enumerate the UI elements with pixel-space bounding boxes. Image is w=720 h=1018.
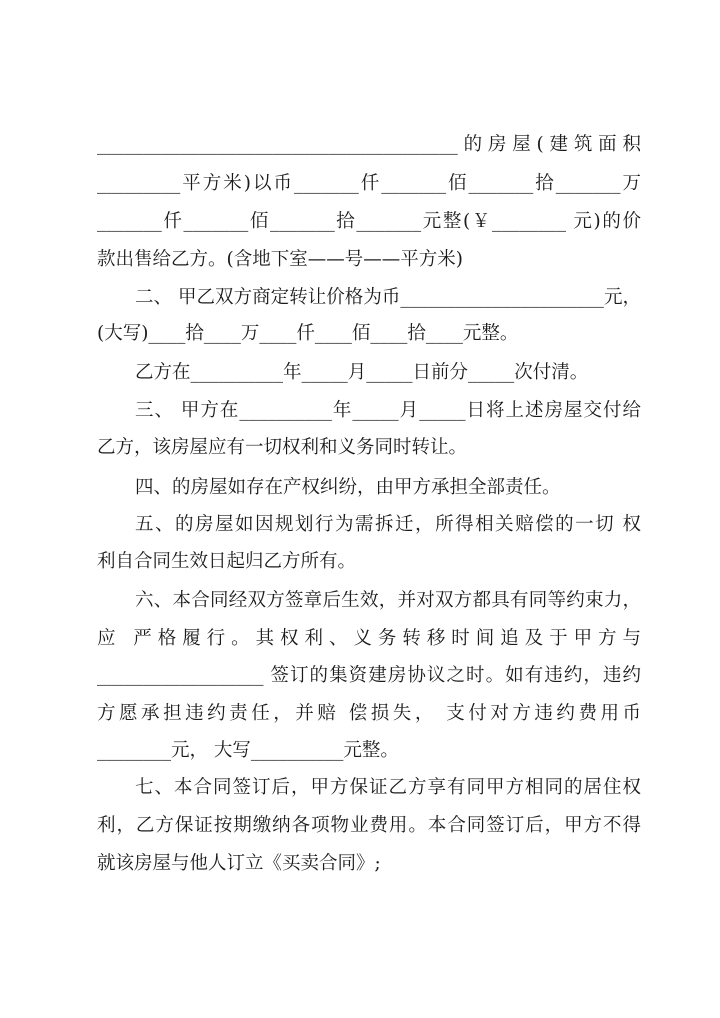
text-line: 乙方在__________年_____月_____日前分_____次付清。 [135,362,589,383]
text-line: 就该房屋与他人订立《买卖合同》; [97,853,381,874]
text-line: 应 严格履行。其权利、义务转移时间追及于甲方与 [97,628,641,649]
clause-7: 七、本合同签订后，甲方保证乙方享有同甲方相同的居住权 [135,777,641,798]
text-line: ________元， 大写__________元整。 [97,740,399,761]
text-line: _______________________________________的房屋(建筑面积 [97,134,641,155]
clause-4: 四、的房屋如存在产权纠纷，由甲方承担全部责任。 [135,477,561,498]
text-line: _________平方米)以币_______仟_______佰_______拾_______万 [97,173,641,194]
clause-5: 五、的房屋如因规划行为需拆迁，所得相关赔偿的一切 权 [135,514,641,535]
text-line: 乙方，该房屋应有一切权利和义务同时转让。 [97,437,468,458]
clause-2: 二、 甲乙双方商定转让价格为币______________________元， [135,287,641,308]
text-line: __________________ 签订的集资建房协议之时。如有违约，违约 [97,665,641,686]
text-line: _______仟_______佰_______拾_______元整(￥________ 元)的价 [97,211,641,232]
text-line: 利，乙方保证按期缴纳各项物业费用。本合同签订后，甲方不得 [97,815,641,836]
clause-3: 三、 甲方在__________年_____月_____日将上述房屋交付给 [135,400,641,421]
text-line: 利自合同生效日起归乙方所有。 [97,551,357,572]
clause-6: 六、本合同经双方签章后生效，并对双方都具有同等约束力， [135,590,641,611]
text-line: (大写)____拾____万____仟____佰____拾____元整。 [97,323,519,344]
text-line: 款出售给乙方。(含地下室——号——平方米) [97,249,463,270]
text-line: 方愿承担违约责任，并赔 偿损失， 支付对方违约费用币 [97,703,641,724]
